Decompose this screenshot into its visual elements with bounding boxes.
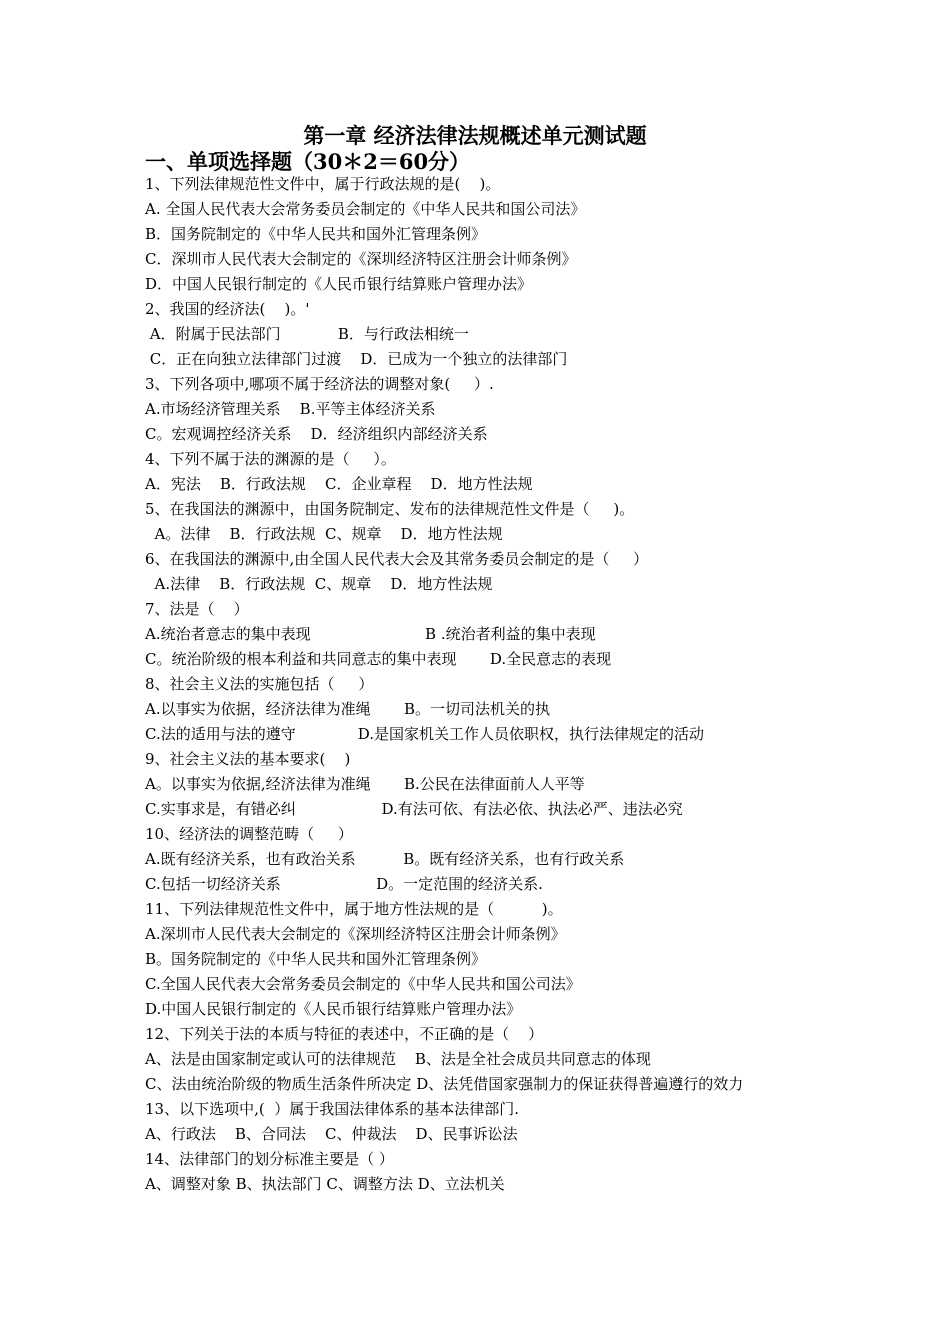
text-line: 7、法是（ ） bbox=[145, 600, 249, 618]
text-line: 5、在我国法的渊源中，由国务院制定、发布的法律规范性文件是（ )。 bbox=[145, 500, 635, 518]
text-line: A.统治者意志的集中表现 B .统治者利益的集中表现 bbox=[145, 625, 596, 643]
text-line: A。以事实为依据,经济法律为准绳 B.公民在法律面前人人平等 bbox=[145, 775, 585, 793]
text-line: C。统治阶级的根本利益和共同意志的集中表现 D.全民意志的表现 bbox=[145, 650, 612, 668]
text-line: 10、经济法的调整范畴（ ） bbox=[145, 825, 353, 843]
section-heading: 一、单项选择题（30＊2＝60分） bbox=[145, 149, 471, 174]
text-line: C。宏观调控经济关系 D．经济组织内部经济关系 bbox=[145, 425, 488, 443]
text-line: D．中国人民银行制定的《人民币银行结算账户管理办法》 bbox=[145, 275, 533, 293]
text-line: 14、法律部门的划分标准主要是（ ） bbox=[145, 1150, 394, 1168]
text-line: C.法的适用与法的遵守 D.是国家机关工作人员依职权，执行法律规定的活动 bbox=[145, 725, 704, 743]
text-line: A。法律 B．行政法规 C、规章 D．地方性法规 bbox=[145, 525, 503, 543]
text-line: C、法由统治阶级的物质生活条件所决定 D、法凭借国家强制力的保证获得普遍遵行的效力 bbox=[145, 1075, 744, 1093]
text-line: A．宪法 B．行政法规 C．企业章程 D．地方性法规 bbox=[145, 475, 533, 493]
text-line: 1、下列法律规范性文件中，属于行政法规的是( )。 bbox=[145, 175, 501, 193]
text-line: C.包括一切经济关系 D。一定范围的经济关系. bbox=[145, 875, 543, 893]
text-line: 8、社会主义法的实施包括（ ） bbox=[145, 675, 374, 693]
text-line: A、法是由国家制定或认可的法律规范 B、法是全社会成员共同意志的体现 bbox=[145, 1050, 651, 1068]
text-line: 2、我国的经济法( )。' bbox=[145, 300, 310, 318]
text-line: 3、下列各项中,哪项不属于经济法的调整对象( ）. bbox=[145, 375, 494, 393]
question-list bbox=[145, 172, 817, 1197]
text-line: A．附属于民法部门 B．与行政法相统一 bbox=[145, 325, 469, 343]
text-line: A.深圳市人民代表大会制定的《深圳经济特区注册会计师条例》 bbox=[145, 925, 566, 943]
text-line: A、行政法 B、合同法 C、仲裁法 D、民事诉讼法 bbox=[145, 1125, 518, 1143]
text-line: 4、下列不属于法的渊源的是（ ）。 bbox=[145, 450, 396, 468]
text-line: C.实事求是，有错必纠 D.有法可依、有法必依、执法必严、违法必究 bbox=[145, 800, 683, 818]
text-line: 11、下列法律规范性文件中，属于地方性法规的是（ )。 bbox=[145, 900, 563, 918]
text-line: 13、以下选项中,( ）属于我国法律体系的基本法律部门. bbox=[145, 1100, 520, 1118]
text-line: A. 全国人民代表大会常务委员会制定的《中华人民共和国公司法》 bbox=[145, 200, 586, 218]
text-line: A.法律 B．行政法规 C、规章 D．地方性法规 bbox=[145, 575, 493, 593]
page-title: 第一章 经济法律法规概述单元测试题 bbox=[303, 123, 647, 148]
text-line: A.市场经济管理关系 B.平等主体经济关系 bbox=[145, 400, 436, 418]
text-line: A.既有经济关系，也有政治关系 B。既有经济关系，也有行政关系 bbox=[145, 850, 625, 868]
text-line: B．国务院制定的《中华人民共和国外汇管理条例》 bbox=[145, 225, 487, 243]
text-line: 9、社会主义法的基本要求( ) bbox=[145, 750, 351, 768]
text-line: A.以事实为依据，经济法律为准绳 B。一切司法机关的执 bbox=[145, 700, 551, 718]
text-line: 12、下列关于法的本质与特征的表述中，不正确的是（ ） bbox=[145, 1025, 544, 1043]
text-line: A、调整对象 B、执法部门 C、调整方法 D、立法机关 bbox=[145, 1175, 505, 1193]
text-line: C．深圳市人民代表大会制定的《深圳经济特区注册会计师条例》 bbox=[145, 250, 577, 268]
text-line: C.全国人民代表大会常务委员会制定的《中华人民共和国公司法》 bbox=[145, 975, 581, 993]
text-line: D.中国人民银行制定的《人民币银行结算账户管理办法》 bbox=[145, 1000, 522, 1018]
text-line: 6、在我国法的渊源中,由全国人民代表大会及其常务委员会制定的是（ ） bbox=[145, 550, 649, 568]
text-line: B。国务院制定的《中华人民共和国外汇管理条例》 bbox=[145, 950, 487, 968]
text-line: C．正在向独立法律部门过渡 D．已成为一个独立的法律部门 bbox=[145, 350, 568, 368]
